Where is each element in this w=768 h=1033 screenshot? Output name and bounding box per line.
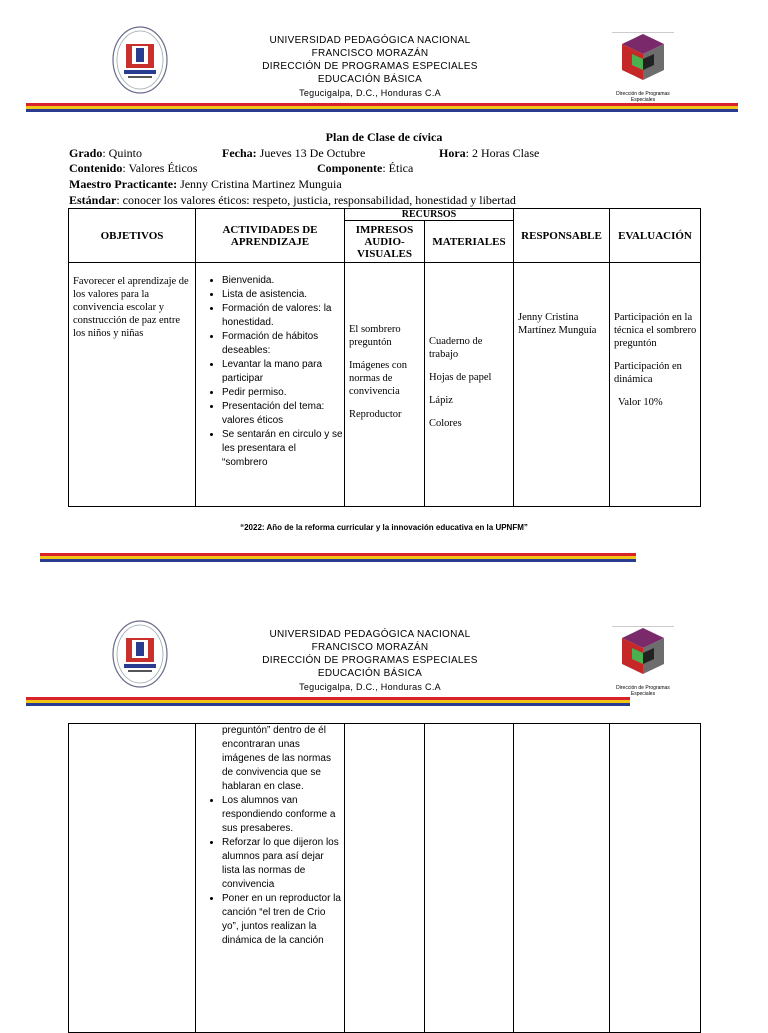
evaluacion-item: Valor 10% — [618, 397, 663, 408]
upnfm-seal-icon — [112, 26, 168, 94]
header-campus: FRANCISCO MORAZÁN — [311, 642, 429, 653]
estandar-row — [69, 193, 516, 208]
header-actividades: ACTIVIDADES DE APRENDIZAJE — [196, 209, 345, 263]
impresos-cell — [345, 263, 425, 507]
actividades-cell — [196, 724, 345, 1033]
header-university: UNIVERSIDAD PEDAGÓGICA NACIONAL — [269, 35, 471, 46]
logo-right-caption: Dirección de Programas Especiales — [616, 685, 670, 697]
header-stripes — [26, 697, 630, 706]
footer-note: “2022: Año de la reforma curricular y la innovación educativa en la UPNFM” — [240, 523, 528, 532]
grado-label: Grado — [69, 146, 103, 160]
logo-right-caption: Dirección de Programas Especiales — [616, 91, 670, 103]
header-responsable: RESPONSABLE — [514, 209, 610, 263]
maestro-row — [69, 177, 342, 192]
impresos-cell — [345, 724, 425, 1033]
header-university: UNIVERSIDAD PEDAGÓGICA NACIONAL — [269, 629, 471, 640]
fecha-value: Jueves 13 De Octubre — [256, 146, 366, 160]
objetivo-cell: Favorecer el aprendizaje de los valores para la convivencia escolar y construcción de paz entre los niños y niñas — [69, 263, 196, 507]
contenido-value: : Valores Éticos — [122, 161, 198, 175]
evaluacion-item: Participación en la técnica el sombrero preguntón — [614, 312, 697, 349]
grado-value: : Quinto — [102, 146, 143, 160]
header-program: EDUCACIÓN BÁSICA — [317, 668, 423, 679]
programas-especiales-cube-icon — [612, 626, 674, 697]
actividad-continuation: preguntón” dentro de él encontraran unas imágenes de las normas de convivencia que se hablaran en clase. — [222, 725, 331, 792]
programas-especiales-cube-icon — [612, 32, 674, 103]
actividades-list — [196, 274, 344, 470]
actividad-item: • Bienvenida. — [222, 274, 344, 288]
actividades-cell — [196, 263, 345, 507]
componente-value: : Ética — [382, 161, 414, 175]
contenido-label: Contenido — [69, 161, 123, 175]
header-materiales: MATERIALES — [425, 221, 514, 263]
actividad-item: • Poner en un reproductor la canción “el tren de Crio yo”, juntos realizan la dinámica de la canción — [222, 892, 344, 948]
impreso-item: Reproductor — [349, 409, 402, 420]
header-direction: DIRECCIÓN DE PROGRAMAS ESPECIALES — [262, 61, 478, 72]
upnfm-seal-icon — [112, 620, 168, 688]
actividad-item: • Pedir permiso. — [222, 386, 344, 400]
materiales-cell — [425, 263, 514, 507]
header-stripes — [26, 103, 738, 112]
actividad-item: • Formación de hábitos deseables: — [222, 330, 344, 358]
header-location: Tegucigalpa, D.C., Honduras C.A — [299, 88, 441, 98]
material-item: Colores — [429, 418, 462, 429]
footer-stripes — [40, 553, 636, 562]
componente-row — [317, 161, 413, 176]
estandar-label: Estándar — [69, 193, 117, 207]
actividad-item: • Levantar la mano para participar — [222, 358, 344, 386]
header-evaluacion: EVALUACIÓN — [610, 209, 701, 263]
actividad-item: • Los alumnos van respondiendo conforme a sus presaberes. — [222, 794, 344, 836]
actividad-item: • Presentación del tema: valores éticos — [222, 400, 344, 428]
header-direction: DIRECCIÓN DE PROGRAMAS ESPECIALES — [262, 655, 478, 666]
header-campus: FRANCISCO MORAZÁN — [311, 48, 429, 59]
grado-row — [69, 146, 142, 161]
impreso-item: El sombrero preguntón — [349, 324, 401, 348]
componente-label: Componente — [317, 161, 383, 175]
lesson-plan-table-continued — [68, 723, 701, 1033]
impreso-item: Imágenes con normas de convivencia — [349, 360, 408, 397]
maestro-label: Maestro Practicante: — [69, 177, 178, 191]
actividad-item: • Se sentarán en circulo y se les presentara el “sombrero — [222, 428, 344, 470]
material-item: Cuaderno de trabajo — [429, 336, 483, 360]
lesson-plan-table — [68, 208, 701, 507]
actividades-list — [196, 794, 344, 948]
evaluacion-item: Participación en dinámica — [614, 361, 682, 385]
header-impresos: IMPRESOS AUDIO-VISUALES — [345, 221, 425, 263]
actividad-item: • Reforzar lo que dijeron los alumnos para así dejar lista las normas de convivencia — [222, 836, 344, 892]
actividad-item: • Lista de asistencia. — [222, 288, 344, 302]
header-recursos: RECURSOS — [345, 209, 514, 221]
objetivo-cell — [69, 724, 196, 1033]
hora-label: Hora — [439, 146, 466, 160]
plan-title: Plan de Clase de cívica — [325, 130, 443, 144]
estandar-value: : conocer los valores éticos: respeto, justicia, responsabilidad, honestidad y libertad — [116, 193, 516, 207]
material-item: Lápiz — [429, 395, 453, 406]
responsable-cell — [514, 724, 610, 1033]
fecha-row — [222, 146, 365, 161]
material-item: Hojas de papel — [429, 372, 492, 383]
hora-row — [439, 146, 539, 161]
fecha-label: Fecha: — [222, 146, 257, 160]
materiales-cell — [425, 724, 514, 1033]
responsable-cell: Jenny Cristina Martínez Munguía — [514, 263, 610, 507]
header-program: EDUCACIÓN BÁSICA — [317, 74, 423, 85]
hora-value: : 2 Horas Clase — [465, 146, 540, 160]
evaluacion-cell — [610, 724, 701, 1033]
maestro-value: Jenny Cristina Martinez Munguia — [177, 177, 342, 191]
header-location: Tegucigalpa, D.C., Honduras C.A — [299, 682, 441, 692]
contenido-row — [69, 161, 197, 176]
evaluacion-cell — [610, 263, 701, 507]
header-objetivos: OBJETIVOS — [69, 209, 196, 263]
actividad-item: • Formación de valores: la honestidad. — [222, 302, 344, 330]
